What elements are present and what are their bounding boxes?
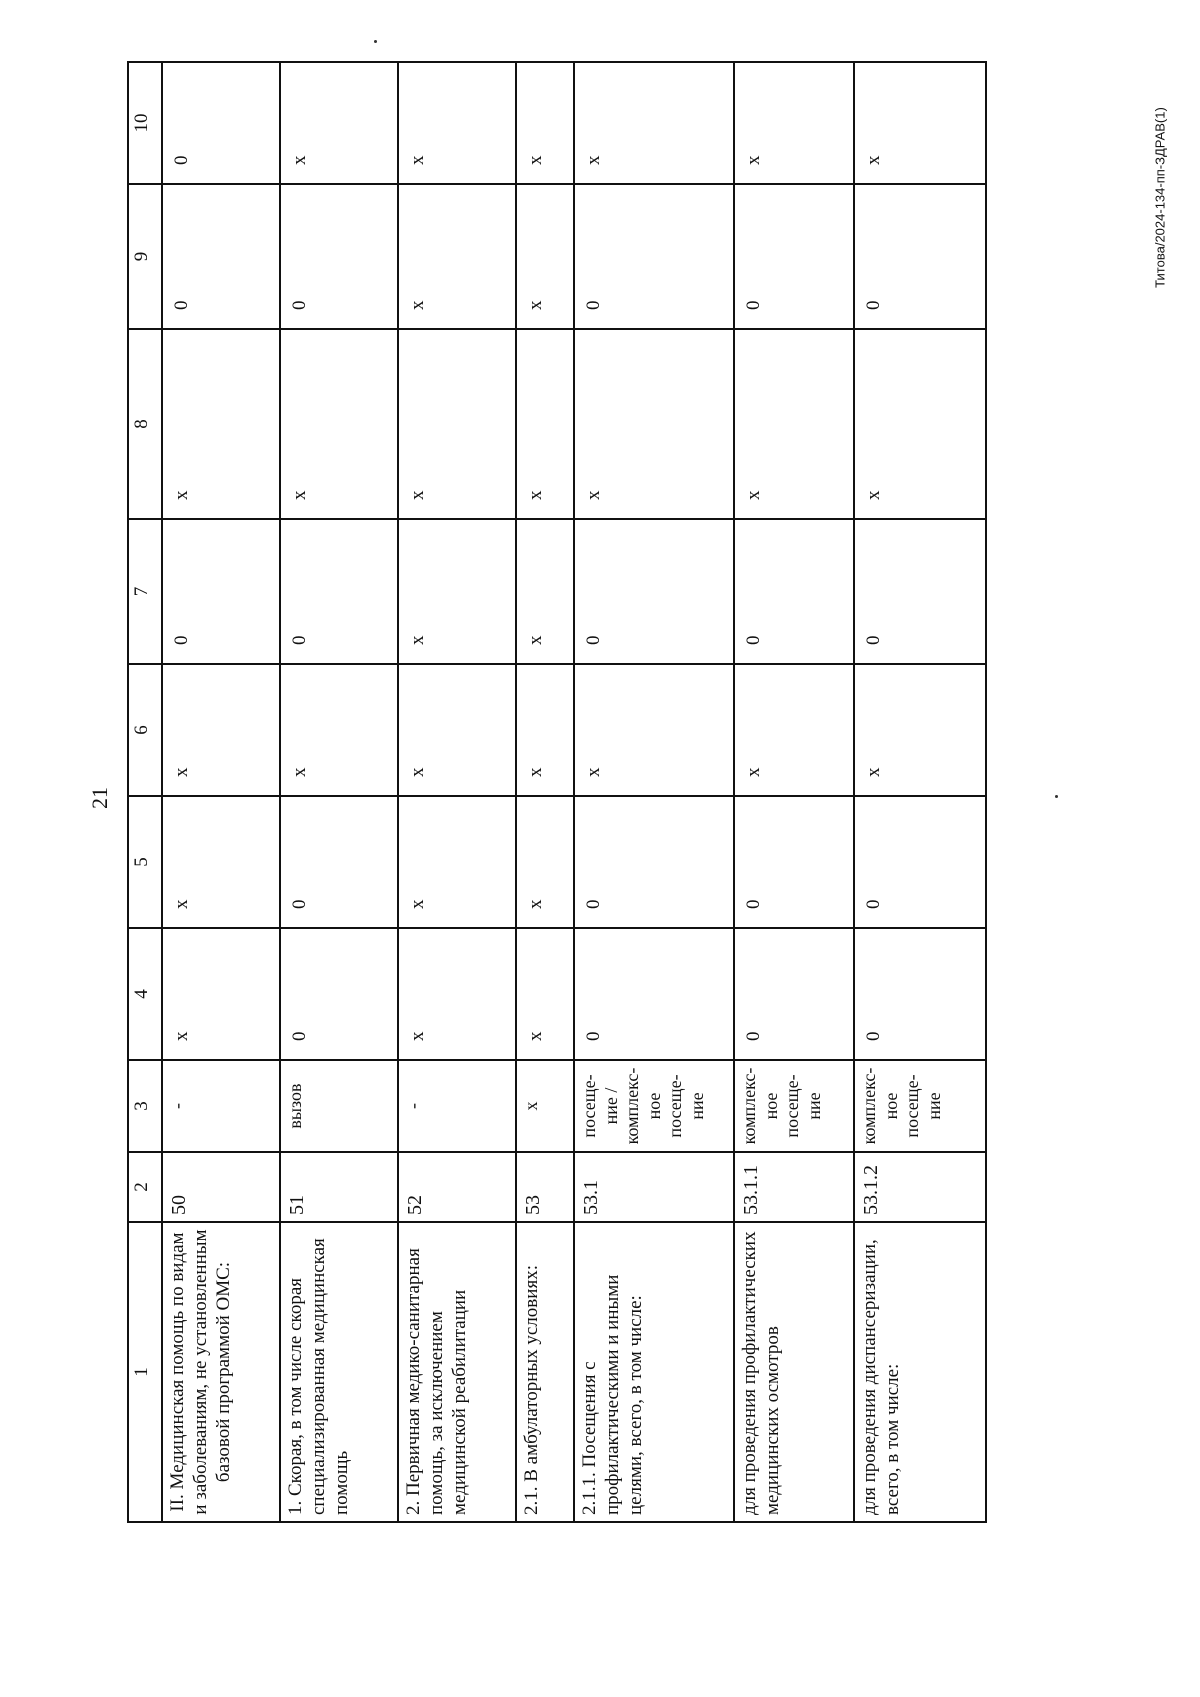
scan-speck (374, 40, 377, 43)
table-cell: х (280, 664, 398, 796)
unit-cell: х (516, 1060, 574, 1152)
rotated-table-container (127, 63, 987, 1523)
unit-cell: - (398, 1060, 516, 1152)
table-cell: х (734, 329, 854, 519)
column-header: 4 (128, 928, 162, 1060)
table-cell: х (734, 62, 854, 184)
table-cell: х (574, 62, 734, 184)
column-header: 5 (128, 796, 162, 928)
table-row (162, 62, 280, 1522)
table-cell: х (516, 664, 574, 796)
row-code: 53.1.1 (734, 1152, 854, 1222)
table-cell: 0 (162, 184, 280, 329)
table-cell: х (574, 329, 734, 519)
table-cell: 0 (734, 796, 854, 928)
table-cell: 0 (854, 184, 986, 329)
document-code: Титова/2024-134-пп-ЗДРАВ(1) (1152, 107, 1168, 288)
table-cell: х (162, 664, 280, 796)
table-cell: х (516, 329, 574, 519)
table-cell: х (854, 664, 986, 796)
table-cell: х (162, 928, 280, 1060)
row-code: 52 (398, 1152, 516, 1222)
column-header: 3 (128, 1060, 162, 1152)
table-cell: х (574, 664, 734, 796)
table-cell: х (398, 796, 516, 928)
row-code: 53.1 (574, 1152, 734, 1222)
table-row (854, 62, 986, 1522)
column-header: 6 (128, 664, 162, 796)
table-cell: х (280, 62, 398, 184)
table-cell: 0 (734, 184, 854, 329)
table-cell: х (516, 928, 574, 1060)
unit-cell: комплекс-ное посеще-ние (854, 1060, 986, 1152)
row-label: для проведения диспансеризации, всего, в том числе: (854, 1222, 986, 1522)
table-cell: 0 (280, 184, 398, 329)
row-code: 50 (162, 1152, 280, 1222)
table-cell: 0 (734, 519, 854, 664)
column-header: 1 (128, 1222, 162, 1522)
table-cell: х (398, 329, 516, 519)
table-cell: 0 (280, 519, 398, 664)
table-cell: х (280, 329, 398, 519)
table-cell: х (516, 184, 574, 329)
row-code: 53.1.2 (854, 1152, 986, 1222)
table-row (574, 62, 734, 1522)
table-row (398, 62, 516, 1522)
table-row (516, 62, 574, 1522)
table-cell: х (854, 329, 986, 519)
table-row (734, 62, 854, 1522)
unit-cell: - (162, 1060, 280, 1152)
unit-cell: вызов (280, 1060, 398, 1152)
table-cell: 0 (574, 184, 734, 329)
row-label: 1. Скорая, в том числе скорая специализированная медицинская помощь (280, 1222, 398, 1522)
row-label: для проведения профилактических медицинских осмотров (734, 1222, 854, 1522)
table-cell: 0 (854, 519, 986, 664)
row-code: 51 (280, 1152, 398, 1222)
table-row (280, 62, 398, 1522)
table-cell: х (162, 796, 280, 928)
column-header: 10 (128, 62, 162, 184)
row-label: 2.1. В амбулаторных условиях: (516, 1222, 574, 1522)
table-cell: х (516, 519, 574, 664)
column-header: 2 (128, 1152, 162, 1222)
row-label: 2.1.1. Посещения с профилактическими и иными целями, всего, в том числе: (574, 1222, 734, 1522)
table-cell: х (516, 62, 574, 184)
scan-speck (1055, 795, 1058, 798)
table-cell: 0 (162, 62, 280, 184)
table-cell: х (398, 62, 516, 184)
row-label: II. Медицинская помощь по видам и заболеваниям, не установленным базовой программой ОМС: (162, 1222, 280, 1522)
header-row (128, 62, 162, 1522)
table-cell: х (162, 329, 280, 519)
table-cell: 0 (574, 796, 734, 928)
column-header: 7 (128, 519, 162, 664)
column-header: 9 (128, 184, 162, 329)
table-cell: 0 (280, 796, 398, 928)
table-cell: х (398, 928, 516, 1060)
row-label: 2. Первичная медико-санитарная помощь, за исключением медицинской реабилитации (398, 1222, 516, 1522)
table-cell: 0 (574, 928, 734, 1060)
page-number: 21 (87, 787, 112, 809)
table-cell: х (398, 519, 516, 664)
table-cell: 0 (854, 796, 986, 928)
table-cell: х (516, 796, 574, 928)
table-cell: х (854, 62, 986, 184)
row-code: 53 (516, 1152, 574, 1222)
medical-care-table (127, 61, 987, 1523)
table-cell: 0 (734, 928, 854, 1060)
unit-cell: посеще-ние / комплекс-ное посеще-ние (574, 1060, 734, 1152)
table-cell: 0 (854, 928, 986, 1060)
table-cell: 0 (280, 928, 398, 1060)
table-cell: х (734, 664, 854, 796)
table-cell: 0 (162, 519, 280, 664)
unit-cell: комплекс-ное посеще-ние (734, 1060, 854, 1152)
column-header: 8 (128, 329, 162, 519)
table-cell: 0 (574, 519, 734, 664)
table-cell: х (398, 664, 516, 796)
table-cell: х (398, 184, 516, 329)
